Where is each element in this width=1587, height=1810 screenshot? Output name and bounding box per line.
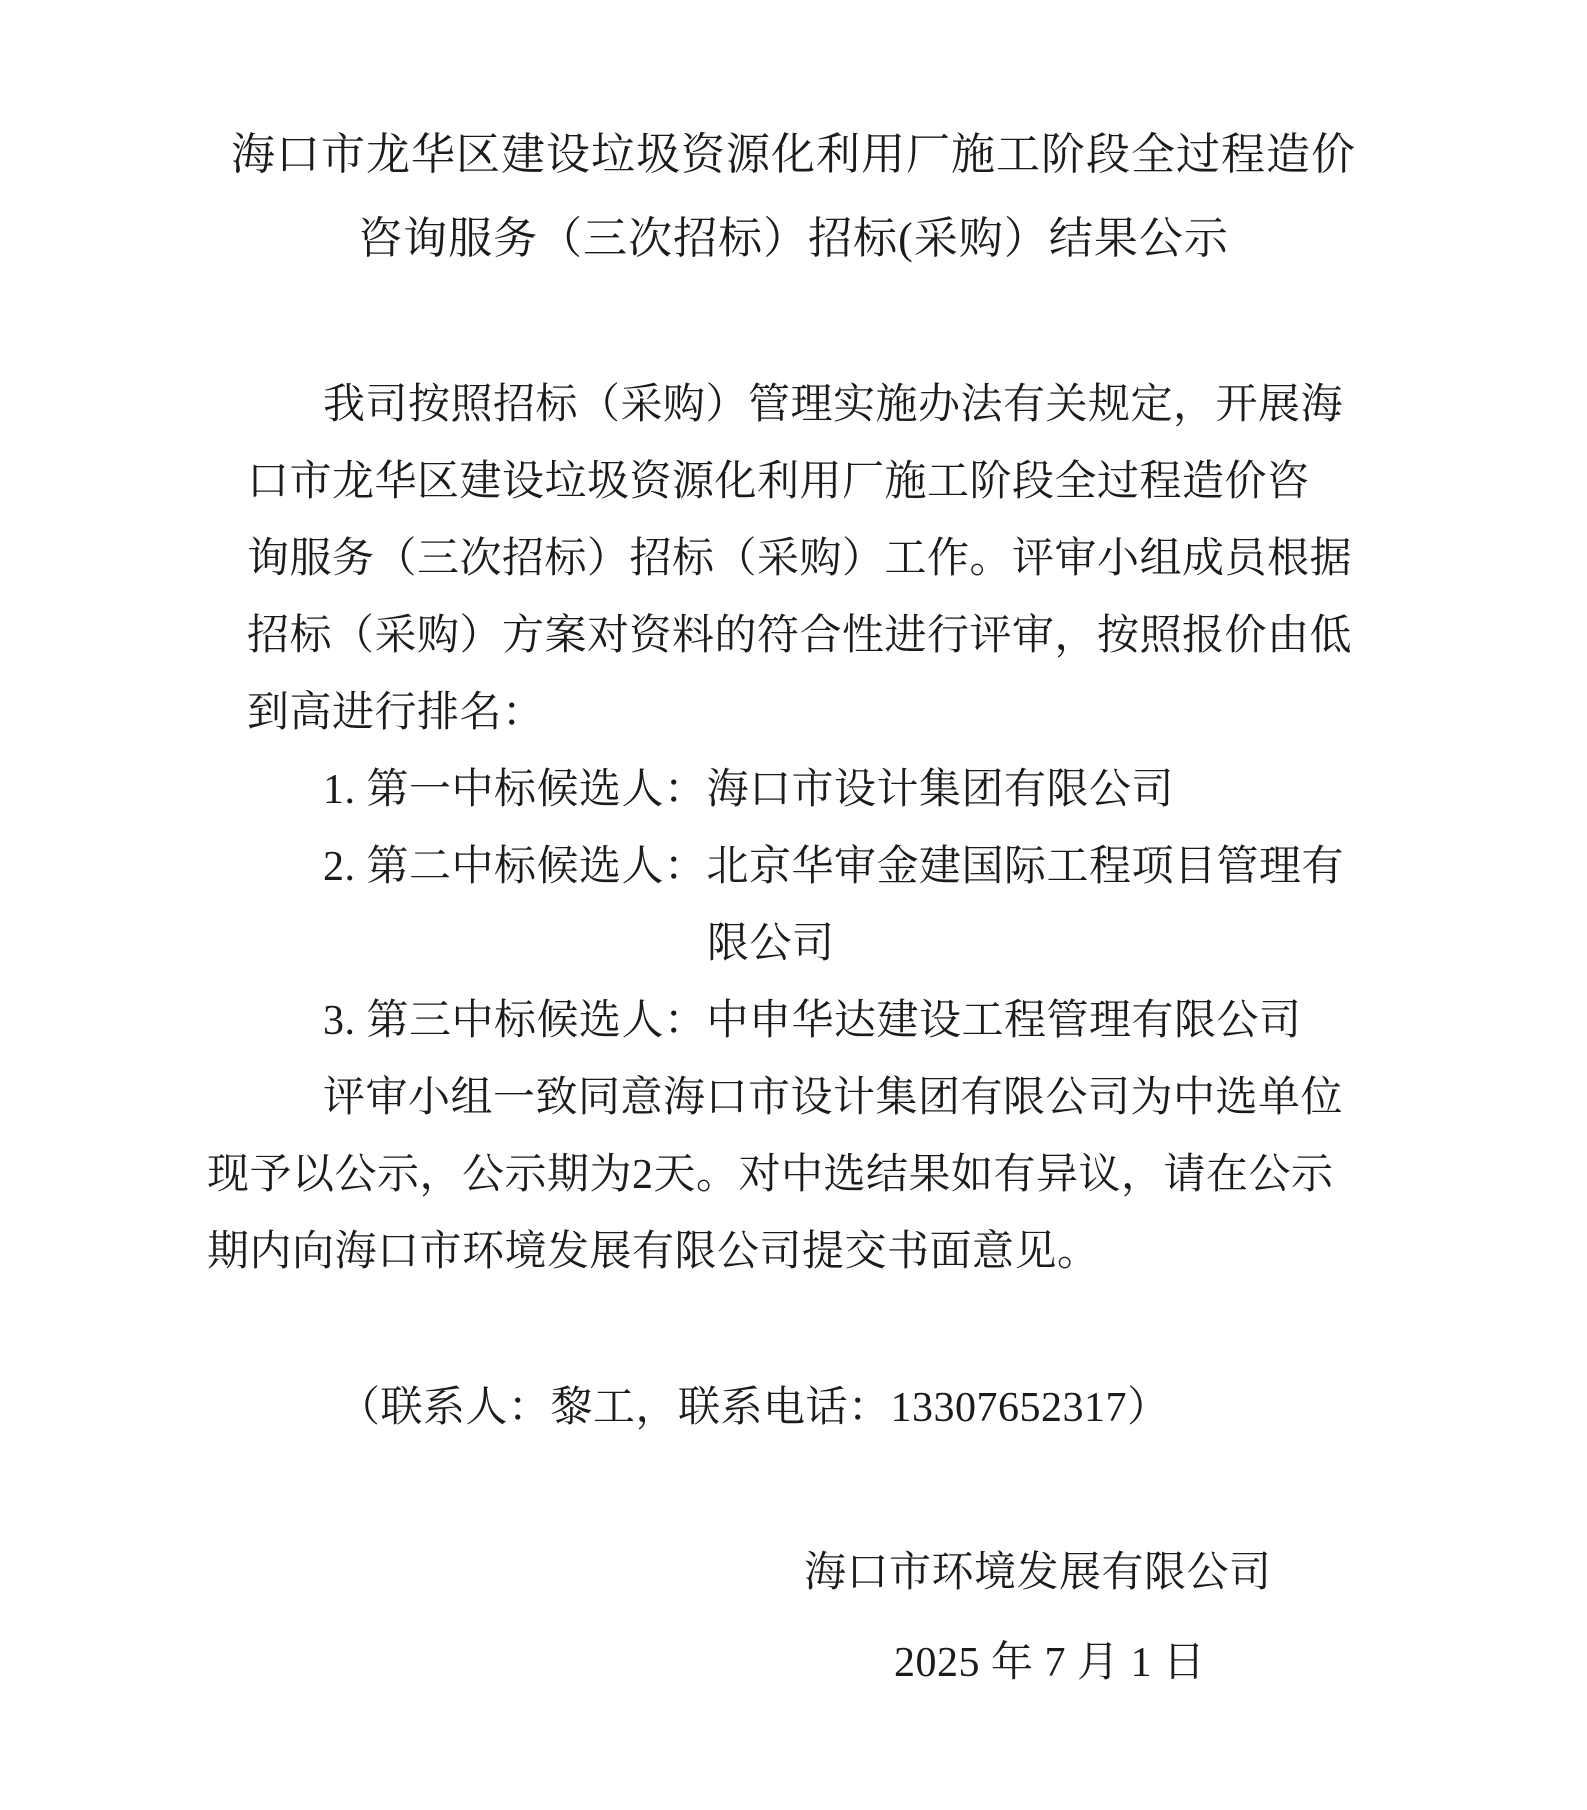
body-line: 我司按照招标（采购）管理实施办法有关规定，开展海: [323, 382, 1344, 428]
document-title-line-1: 海口市龙华区建设垃圾资源化利用厂施工阶段全过程造价: [231, 130, 1356, 179]
signature-date: 2025 年 7 月 1 日: [894, 1640, 1206, 1686]
body-line: 口市龙华区建设垃圾资源化利用厂施工阶段全过程造价咨: [247, 459, 1310, 505]
body-line: 现予以公示，公示期为2天。对中选结果如有异议，请在公示: [207, 1152, 1334, 1198]
body-line: 限公司: [707, 921, 835, 967]
body-line: 1. 第一中标候选人：海口市设计集团有限公司: [323, 767, 1175, 813]
body-line: 到高进行排名：: [247, 690, 545, 736]
body-line: 2. 第二中标候选人：北京华审金建国际工程项目管理有: [323, 844, 1345, 890]
body-line: 询服务（三次招标）招标（采购）工作。评审小组成员根据: [247, 536, 1353, 582]
signature-company: 海口市环境发展有限公司: [804, 1550, 1272, 1596]
document-title: [0, 0, 1587, 281]
document-body: [0, 367, 1587, 1291]
body-line: 评审小组一致同意海口市设计集团有限公司为中选单位: [323, 1075, 1344, 1121]
contact-line: （联系人：黎工，联系电话：13307652317）: [338, 1385, 1170, 1431]
document-title-line-2: 咨询服务（三次招标）招标(采购）结果公示: [358, 214, 1229, 263]
body-line: 招标（采购）方案对资料的符合性进行评审，按照报价由低: [247, 613, 1353, 659]
body-line: 期内向海口市环境发展有限公司提交书面意见。: [207, 1229, 1100, 1275]
body-line: 3. 第三中标候选人：中申华达建设工程管理有限公司: [323, 998, 1302, 1044]
